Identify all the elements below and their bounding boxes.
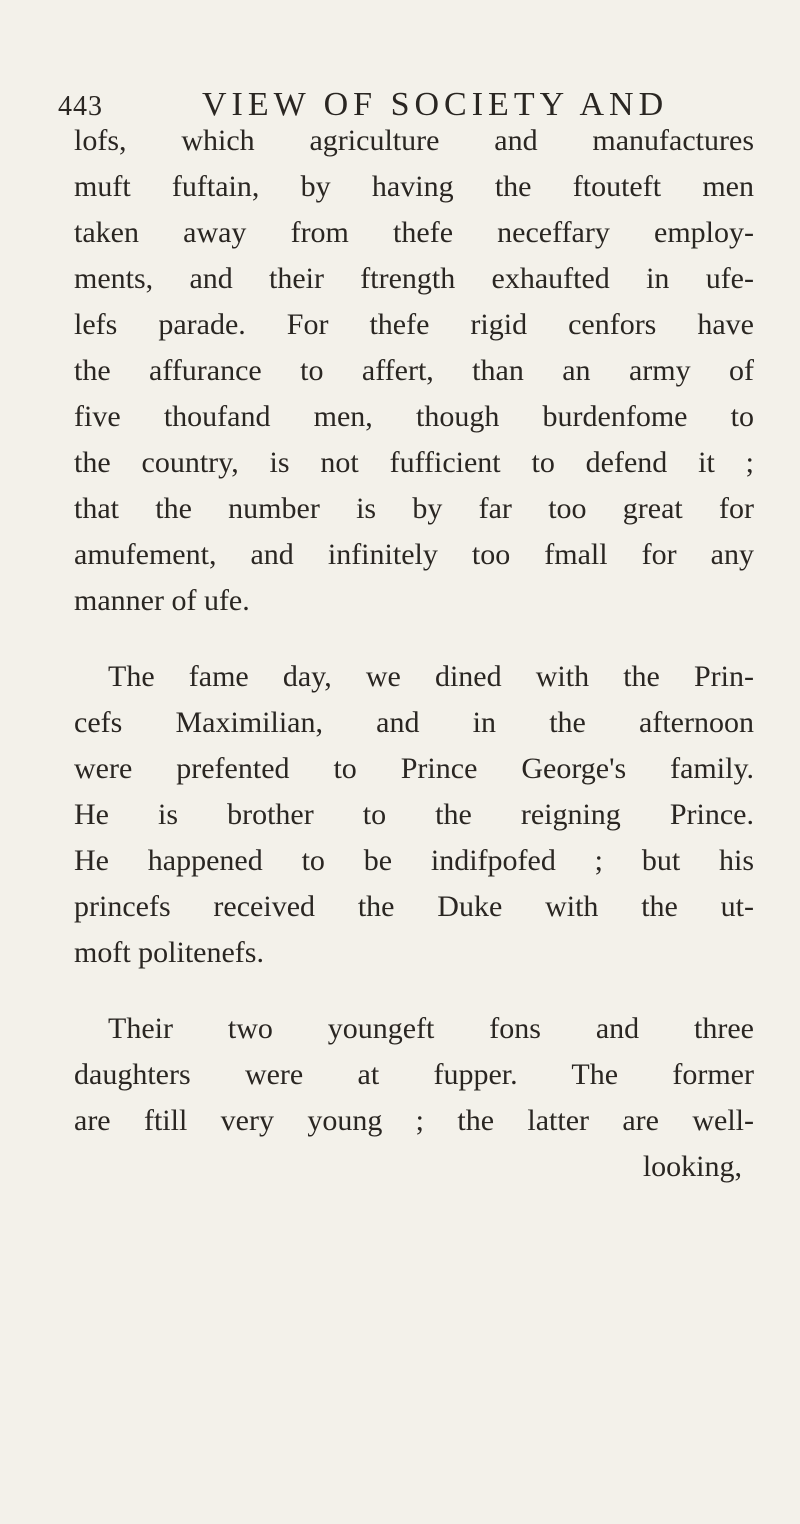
text-line: five thoufand men, though burdenfome to — [74, 400, 754, 433]
paragraph-gap — [74, 976, 754, 1006]
page-number: 443 — [58, 91, 103, 122]
text-line: moft politenefs. — [74, 936, 264, 969]
text-line: lofs, which agriculture and manufactures — [74, 124, 754, 157]
text-line: taken away from thefe neceffary employ- — [74, 216, 754, 249]
text-line: ments, and their ftrength exhaufted in ufe- — [74, 262, 754, 295]
paragraph-2 — [74, 654, 754, 976]
text-line: Their two youngeft fons and three — [108, 1012, 754, 1045]
text-line: princefs received the Duke with the ut- — [74, 890, 754, 923]
catchword: looking, — [642, 1150, 742, 1183]
text-line: daughters were at fupper. The former — [74, 1058, 754, 1091]
text-line: muft fuftain, by having the ftouteft men — [74, 170, 754, 203]
text-line: were prefented to Prince George's family. — [74, 752, 754, 785]
running-title: VIEW OF SOCIETY AND — [202, 86, 669, 123]
text-line: He happened to be indifpofed ; but his — [74, 844, 754, 877]
text-line: cefs Maximilian, and in the afternoon — [74, 706, 754, 739]
paragraph-1 — [74, 118, 754, 624]
text-line: are ftill very young ; the latter are well- — [74, 1104, 754, 1137]
text-line: the affurance to affert, than an army of — [74, 354, 754, 387]
text-line: He is brother to the reigning Prince. — [74, 798, 754, 831]
text-line: manner of ufe. — [74, 584, 250, 617]
text-line: that the number is by far too great for — [74, 492, 754, 525]
text-line: The fame day, we dined with the Prin- — [108, 660, 754, 693]
paragraph-gap — [74, 624, 754, 654]
text-line: lefs parade. For thefe rigid cenfors have — [74, 308, 754, 341]
text-line: the country, is not fufficient to defend it ; — [74, 446, 754, 479]
text-line: amufement, and infinitely too fmall for any — [74, 538, 754, 571]
body-text — [74, 118, 754, 1190]
paragraph-3 — [74, 1006, 754, 1144]
